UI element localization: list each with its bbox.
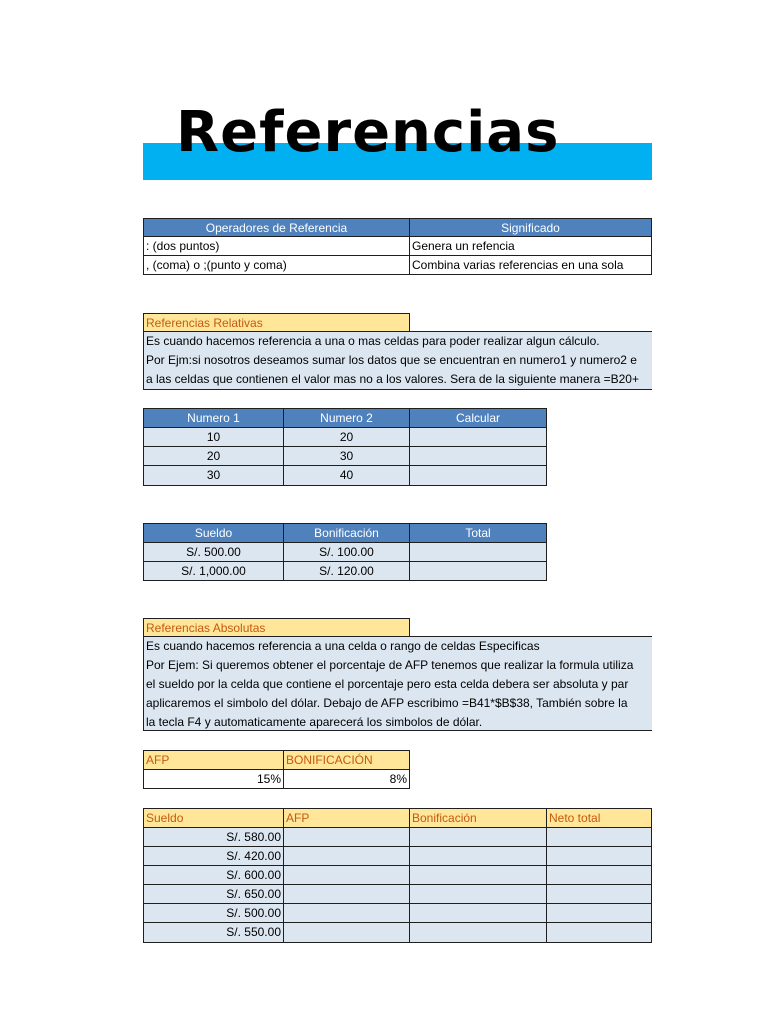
header-operadores: Operadores de Referencia	[143, 218, 410, 237]
relativas-line: a las celdas que contienen el valor mas no a los valores. Sera de la siguiente manera =B20+	[146, 372, 639, 386]
neto-total-cell[interactable]	[546, 846, 652, 866]
afp-cell[interactable]	[283, 846, 410, 866]
neto-total-cell[interactable]	[546, 903, 652, 923]
sueldo-cell[interactable]: S/. 550.00	[143, 922, 284, 943]
header-bonificacion: Bonificación	[283, 523, 410, 543]
afp-cell[interactable]	[283, 884, 410, 904]
total-cell[interactable]	[409, 542, 547, 562]
calcular-cell[interactable]	[409, 465, 547, 486]
header-total: Total	[409, 523, 547, 543]
sueldo-cell[interactable]: S/. 650.00	[143, 884, 284, 904]
operator-cell[interactable]: : (dos puntos)	[143, 236, 410, 256]
neto-total-cell[interactable]	[546, 827, 652, 847]
relativas-description	[143, 331, 652, 390]
neto-total-cell[interactable]	[546, 865, 652, 885]
header-neto-total: Neto total	[546, 808, 652, 828]
neto-total-cell[interactable]	[546, 884, 652, 904]
absolutas-label[interactable]: Referencias Absolutas	[143, 618, 410, 637]
sueldo-cell[interactable]: S/. 500.00	[143, 542, 284, 562]
numero1-cell[interactable]: 20	[143, 446, 284, 466]
absolutas-description	[143, 636, 652, 731]
absolutas-line: la tecla F4 y automaticamente aparecerá los simbolos de dólar.	[146, 715, 483, 729]
header-numero1: Numero 1	[143, 408, 284, 428]
absolutas-line: Por Ejem: Si queremos obtener el porcentaje de AFP tenemos que realizar la formula utiliza	[146, 658, 634, 672]
absolutas-line: el sueldo por la celda que contiene el porcentaje pero esta celda debera ser absoluta y par	[146, 677, 629, 691]
numero2-cell[interactable]: 30	[283, 446, 410, 466]
bonificacion-value[interactable]: 8%	[283, 769, 410, 789]
header-sueldo: Sueldo	[143, 808, 284, 828]
relativas-label[interactable]: Referencias Relativas	[143, 313, 410, 332]
numero2-cell[interactable]: 40	[283, 465, 410, 486]
sueldo-cell[interactable]: S/. 500.00	[143, 903, 284, 923]
sueldo-cell[interactable]: S/. 580.00	[143, 827, 284, 847]
header-significado: Significado	[409, 218, 652, 237]
total-cell[interactable]	[409, 561, 547, 581]
header-numero2: Numero 2	[283, 408, 410, 428]
afp-cell[interactable]	[283, 827, 410, 847]
afp-cell[interactable]	[283, 865, 410, 885]
numero2-cell[interactable]: 20	[283, 427, 410, 447]
afp-cell[interactable]	[283, 922, 410, 943]
bonificacion-cell[interactable]	[409, 827, 547, 847]
bonificacion-cell[interactable]	[409, 865, 547, 885]
afp-cell[interactable]	[283, 903, 410, 923]
bonificacion-cell[interactable]	[409, 903, 547, 923]
bonificacion-cell[interactable]	[409, 884, 547, 904]
header-afp: AFP	[143, 750, 284, 770]
sueldo-cell[interactable]: S/. 600.00	[143, 865, 284, 885]
meaning-cell[interactable]: Genera un refencia	[409, 236, 652, 256]
bonificacion-cell[interactable]: S/. 120.00	[283, 561, 410, 581]
header-afp: AFP	[283, 808, 410, 828]
calcular-cell[interactable]	[409, 446, 547, 466]
header-bonificacion: Bonificación	[409, 808, 547, 828]
absolutas-line: aplicaremos el simbolo del dólar. Debajo de AFP escribimo =B41*$B$38, También sobre la	[146, 696, 628, 710]
header-sueldo: Sueldo	[143, 523, 284, 543]
absolutas-line: Es cuando hacemos referencia a una celda o rango de celdas Especificas	[146, 639, 540, 653]
numero1-cell[interactable]: 30	[143, 465, 284, 486]
bonificacion-cell[interactable]	[409, 846, 547, 866]
meaning-cell[interactable]: Combina varias referencias en una sola	[409, 255, 652, 275]
numero1-cell[interactable]: 10	[143, 427, 284, 447]
sueldo-cell[interactable]: S/. 1,000.00	[143, 561, 284, 581]
operator-cell[interactable]: , (coma) o ;(punto y coma)	[143, 255, 410, 275]
relativas-line: Es cuando hacemos referencia a una o mas celdas para poder realizar algun cálculo.	[146, 334, 600, 348]
header-bonificacion-pct: BONIFICACIÓN	[283, 750, 410, 770]
calcular-cell[interactable]	[409, 427, 547, 447]
page-title: Referencias	[176, 100, 560, 165]
bonificacion-cell[interactable]: S/. 100.00	[283, 542, 410, 562]
bonificacion-cell[interactable]	[409, 922, 547, 943]
afp-value[interactable]: 15%	[143, 769, 284, 789]
sueldo-cell[interactable]: S/. 420.00	[143, 846, 284, 866]
header-calcular: Calcular	[409, 408, 547, 428]
neto-total-cell[interactable]	[546, 922, 652, 943]
relativas-line: Por Ejm:si nosotros deseamos sumar los datos que se encuentran en numero1 y numero2 e	[146, 353, 637, 367]
